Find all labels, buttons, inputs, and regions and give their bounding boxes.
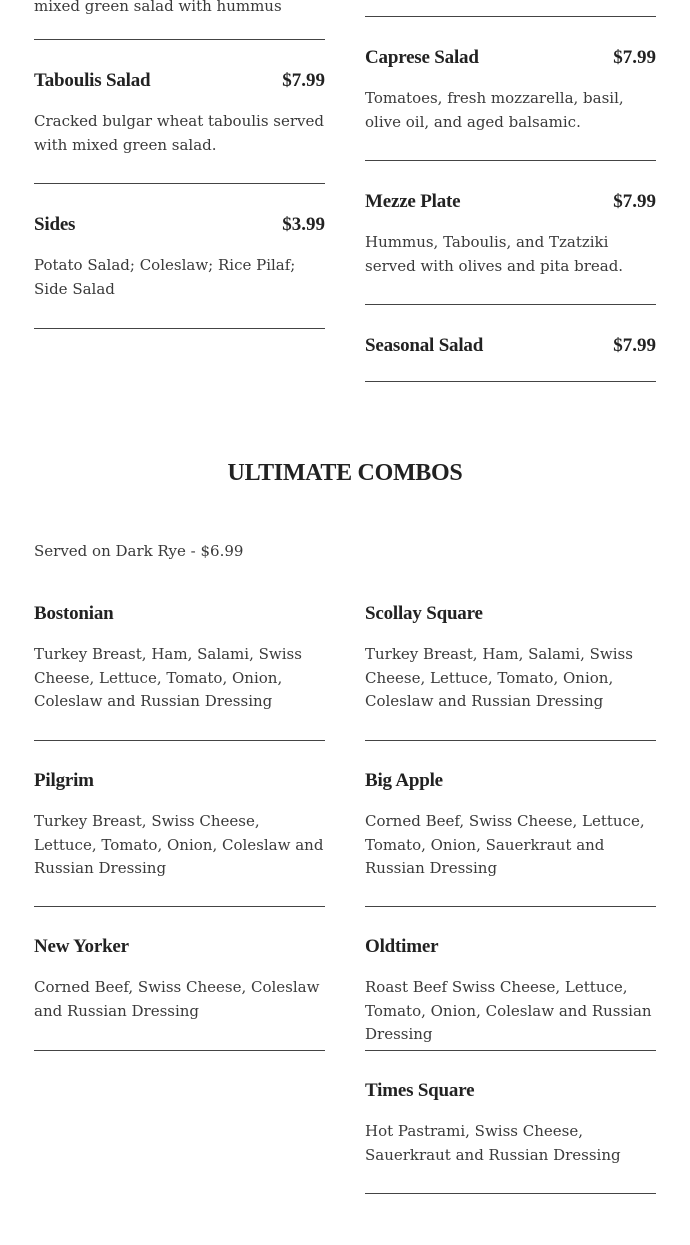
divider bbox=[365, 381, 656, 382]
item-price: $7.99 bbox=[282, 70, 325, 91]
item-description: Turkey Breast, Ham, Salami, Swiss Cheese, Lettuce, Tomato, Onion, Coleslaw and Russian Dressing bbox=[365, 645, 633, 710]
item-name: Caprese Salad bbox=[365, 47, 479, 68]
divider bbox=[34, 1050, 325, 1051]
menu-item bbox=[34, 70, 325, 157]
divider bbox=[34, 183, 325, 184]
section-title: ULTIMATE COMBOS bbox=[227, 460, 463, 486]
item-description: Cracked bulgar wheat taboulis served with mixed green salad. bbox=[34, 112, 325, 154]
item-description: Potato Salad; Coleslaw; Rice Pilaf; Side Salad bbox=[34, 256, 296, 298]
menu-item bbox=[34, 936, 325, 1023]
item-description: Turkey Breast, Ham, Salami, Swiss Cheese, Lettuce, Tomato, Onion, Coleslaw and Russian Dressing bbox=[34, 645, 302, 710]
item-price: $7.99 bbox=[613, 191, 656, 212]
item-name: Oldtimer bbox=[365, 936, 439, 957]
item-description: Corned Beef, Swiss Cheese, Lettuce, Tomato, Onion, Sauerkraut and Russian Dressing bbox=[365, 812, 645, 877]
menu-item bbox=[365, 47, 656, 134]
divider bbox=[34, 906, 325, 907]
item-name: Sides bbox=[34, 214, 76, 235]
divider bbox=[365, 304, 656, 305]
item-description: Hot Pastrami, Swiss Cheese, Sauerkraut and Russian Dressing bbox=[365, 1122, 621, 1164]
item-name: Times Square bbox=[365, 1080, 475, 1101]
menu-item bbox=[365, 1080, 656, 1167]
menu-item bbox=[365, 335, 656, 357]
item-description: Corned Beef, Swiss Cheese, Coleslaw and Russian Dressing bbox=[34, 978, 320, 1020]
item-description: Roast Beef Swiss Cheese, Lettuce, Tomato, Onion, Coleslaw and Russian Dressing bbox=[365, 978, 652, 1043]
divider bbox=[365, 160, 656, 161]
item-name: Seasonal Salad bbox=[365, 335, 484, 356]
item-name: Bostonian bbox=[34, 603, 114, 624]
item-name: New Yorker bbox=[34, 936, 129, 957]
menu-item bbox=[365, 191, 656, 278]
item-name: Taboulis Salad bbox=[34, 70, 151, 91]
divider bbox=[365, 1193, 656, 1194]
divider bbox=[34, 39, 325, 40]
item-name: Pilgrim bbox=[34, 770, 94, 791]
item-price: $7.99 bbox=[613, 335, 656, 356]
item-price: $7.99 bbox=[613, 47, 656, 68]
item-name: Big Apple bbox=[365, 770, 443, 791]
item-description: Tomatoes, fresh mozzarella, basil, olive oil, and aged balsamic. bbox=[365, 89, 624, 131]
item-name: Scollay Square bbox=[365, 603, 483, 624]
menu-item bbox=[365, 770, 656, 881]
menu-item bbox=[365, 603, 656, 714]
item-description: Hummus, Taboulis, and Tzatziki served with olives and pita bread. bbox=[365, 233, 624, 275]
menu-item bbox=[34, 603, 325, 714]
menu-item bbox=[34, 770, 325, 881]
divider bbox=[365, 16, 656, 17]
divider bbox=[34, 328, 325, 329]
menu-item bbox=[34, 214, 325, 301]
item-price: $3.99 bbox=[282, 214, 325, 235]
divider bbox=[365, 906, 656, 907]
menu-item bbox=[365, 936, 656, 1047]
item-description: Turkey Breast, Swiss Cheese, Lettuce, Tomato, Onion, Coleslaw and Russian Dressing bbox=[34, 812, 324, 877]
divider bbox=[365, 1050, 656, 1051]
divider bbox=[34, 740, 325, 741]
item-description-fragment: mixed green salad with hummus bbox=[34, 0, 282, 15]
item-name: Mezze Plate bbox=[365, 191, 461, 212]
divider bbox=[365, 740, 656, 741]
section-note: Served on Dark Rye - $6.99 bbox=[34, 542, 244, 560]
